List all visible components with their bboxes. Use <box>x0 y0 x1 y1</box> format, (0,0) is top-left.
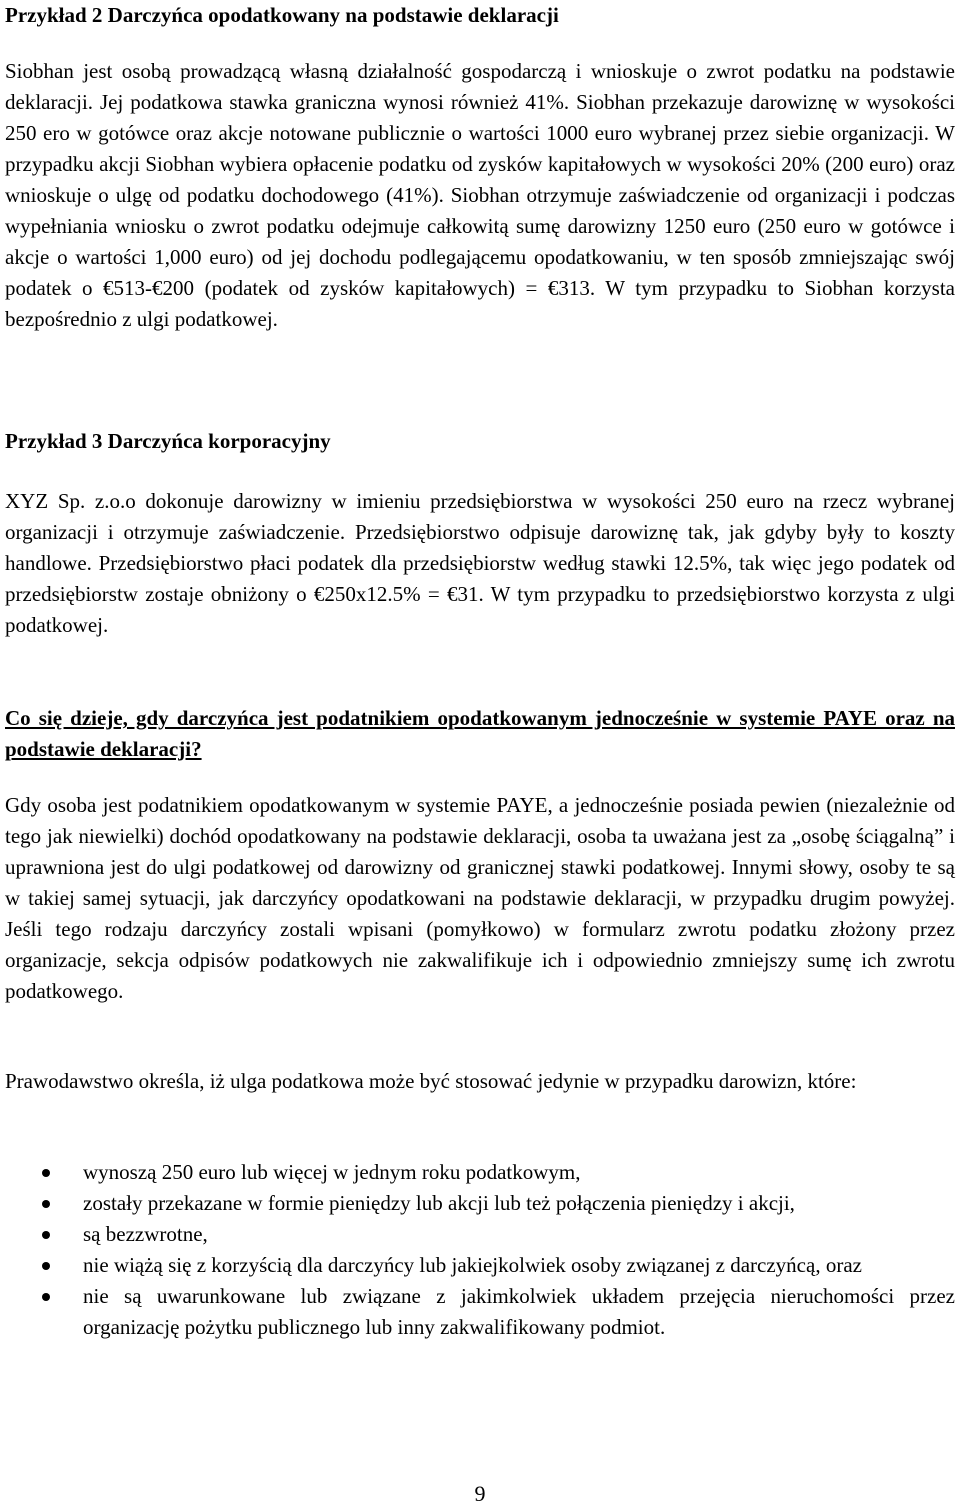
list-item <box>5 1250 955 1281</box>
bullet-icon <box>42 1200 50 1208</box>
list-item-text: nie są uwarunkowane lub związane z jakimkolwiek układem przejęcia nieruchomości przez organizację pożytku publicznego lub inny zakwalifikowany podmiot. <box>83 1284 955 1339</box>
question-heading: Co się dzieje, gdy darczyńca jest podatnikiem opodatkowanym jednocześnie w systemie PAYE oraz na podstawie deklaracji? <box>5 706 955 761</box>
bullet-icon <box>42 1231 50 1239</box>
legislation-paragraph: Prawodawstwo określa, iż ulga podatkowa może być stosować jedynie w przypadku darowizn, które: <box>5 1069 857 1093</box>
conditions-list <box>5 1157 955 1343</box>
example-3-paragraph: XYZ Sp. z.o.o dokonuje darowizny w imieniu przedsiębiorstwa w wysokości 250 euro na rzecz wybranej organizacji i otrzymuje zaświadczenie. Przedsiębiorstwo odpisuje darowiznę tak, jak gdyby były to koszty handlowe. Przedsiębiorstwo płaci podatek dla przedsiębiorstw według stawki 12.5%, tak więc jego podatek od przedsiębiorstw zostaje obniżony o €250x12.5% = €31. W tym przypadku to przedsiębiorstwo korzysta z ulgi podatkowej. <box>5 489 955 637</box>
list-item-text: nie wiążą się z korzyścią dla darczyńcy lub jakiejkolwiek osoby związanej z darczyńcą, oraz <box>83 1253 862 1277</box>
bullet-icon <box>42 1262 50 1270</box>
list-item <box>5 1157 955 1188</box>
bullet-icon <box>42 1169 50 1177</box>
list-item <box>5 1219 955 1250</box>
page-number: 9 <box>474 1481 486 1506</box>
list-item-text: zostały przekazane w formie pieniędzy lub akcji lub też połączenia pieniędzy i akcji, <box>83 1191 795 1215</box>
list-item-text: wynoszą 250 euro lub więcej w jednym roku podatkowym, <box>83 1160 581 1184</box>
example-3-heading: Przykład 3 Darczyńca korporacyjny <box>5 429 331 453</box>
list-item <box>5 1281 955 1343</box>
paye-paragraph: Gdy osoba jest podatnikiem opodatkowanym w systemie PAYE, a jednocześnie posiada pewien (niezależnie od tego jak niewielki) dochód opodatkowany na podstawie deklaracji, osoba ta uważana jest za „osobę ściągalną” i uprawniona jest do ulgi podatkowej od darowizny od granicznej stawki podatkowej. Innymi słowy, osoby te są w takiej samej sytuacji, jak darczyńcy opodatkowani na podstawie deklaracji, w przypadku drugim powyżej. Jeśli tego rodzaju darczyńcy zostali wpisani (pomyłkowo) w formularz zwrotu podatku złożony przez organizacje, sekcja odpisów podatkowych nie zakwalifikuje ich i odpowiednio zmniejszy sumę ich zwrotu podatkowego. <box>5 793 955 1003</box>
example-2-heading: Przykład 2 Darczyńca opodatkowany na podstawie deklaracji <box>5 3 559 27</box>
list-item <box>5 1188 955 1219</box>
bullet-icon <box>42 1293 50 1301</box>
example-2-paragraph: Siobhan jest osobą prowadzącą własną działalność gospodarczą i wnioskuje o zwrot podatku na podstawie deklaracji. Jej podatkowa stawka graniczna wynosi również 41%. Siobhan przekazuje darowiznę w wysokości 250 ero w gotówce oraz akcje notowane publicznie o wartości 1000 euro wybranej przez siebie organizacji. W przypadku akcji Siobhan wybiera opłacenie podatku od zysków kapitałowych w wysokości 20% (200 euro) oraz wnioskuje o ulgę od podatku dochodowego (41%). Siobhan otrzymuje zaświadczenie od organizacji i podczas wypełniania wniosku o zwrot podatku odejmuje całkowitą sumę darowizny 1250 euro (250 euro w gotówce i akcje o wartości 1,000 euro) od jej dochodu podlegającemu opodatkowaniu, w ten sposób zmniejszając swój podatek o €513-€200 (podatek od zysków kapitałowych) = €313. W tym przypadku to Siobhan korzysta bezpośrednio z ulgi podatkowej. <box>5 59 955 331</box>
list-item-text: są bezzwrotne, <box>83 1222 208 1246</box>
